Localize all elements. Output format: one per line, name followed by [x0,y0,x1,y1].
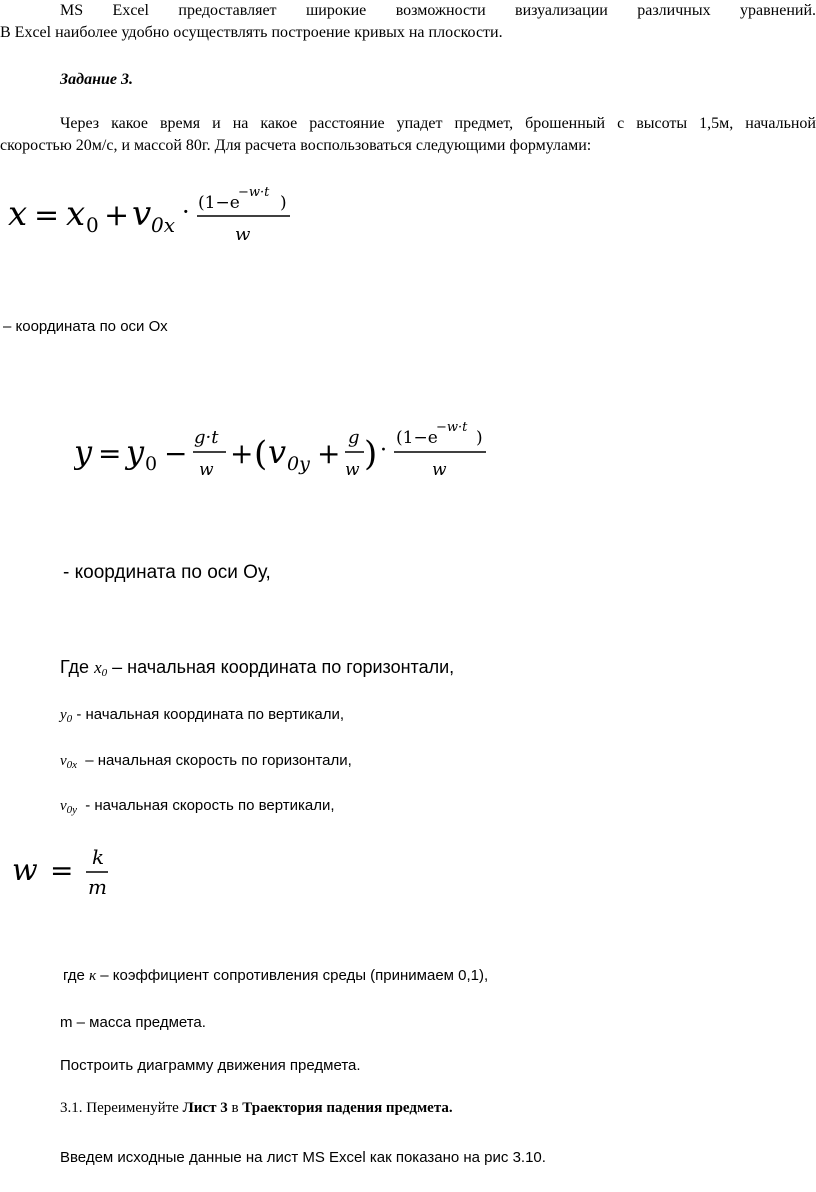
formula-x-x0: x [66,194,86,234]
formula-x-num: (1−e [198,193,240,213]
intro-line-1: MS Excel предоставляет широкие возможности визуализации различных уравнений. [60,2,816,19]
task-line-1: Через какое время и на какое расстояние упадет предмет, брошенный с высоты 1,5м, начальной [60,115,816,132]
formula-y-v: v [268,433,287,471]
formula-x-num-close: ) [280,193,287,213]
formula-y-plus2: + [317,437,341,470]
y0-description: - начальная координата по вертикали, [76,706,345,723]
intro-paragraph [0,0,816,44]
x0-symbol [94,658,107,677]
formula-w-num: k [92,845,105,869]
task-line-2: скоростью 20м/с, и массой 80г. Для расчета воспользоваться следующими формулами: [0,137,592,154]
rename-target-name: Траектория падения предмета. [242,1100,453,1116]
formula-x-v-sub: 0x [151,213,176,237]
y0-base: y [60,707,67,723]
rename-sheet-name: Лист 3 [182,1100,228,1116]
task-heading: Задание 3. [60,71,133,88]
rename-in: в [231,1100,239,1116]
formula-y-den: w [432,460,447,480]
v0y-symbol [60,798,77,814]
formula-y-y0-sub: 0 [145,453,158,475]
definition-v0y [60,797,335,816]
formula-y-eq: = [98,437,122,470]
formula-y-open-paren: ( [254,434,268,474]
formula-w-eq: = [50,854,74,887]
v0x-symbol [60,753,77,769]
v0y-base: v [60,798,67,814]
coord-x-text: – координата по оси Ох [3,318,168,335]
formula-x [8,180,308,255]
v0x-sub: 0x [66,759,78,771]
definition-y0 [60,706,344,725]
formula-y [74,415,514,495]
formula-x-den: w [235,224,251,245]
formula-y-frac2-den: w [345,460,360,480]
intro-line-2: В Excel наиболее удобно осуществлять построение кривых на плоскости. [0,24,503,41]
formula-y-image [74,415,514,490]
rename-step-text: 3.1. Переименуйте [60,1100,179,1116]
rename-line [60,1100,453,1117]
formula-y-frac1-den: w [199,460,214,480]
formula-x-lhs: x [8,194,28,234]
formula-w-den: m [88,875,107,899]
formula-y-dot: · [380,438,387,463]
formula-y-exp: −w·t [436,420,468,435]
formula-y-frac2-num: g [348,427,360,448]
formula-w-lhs: w [12,853,38,888]
k-line [63,967,488,985]
formula-x-eq: = [34,198,60,233]
formula-x-exp: −w·t [238,185,270,200]
formula-y-frac1-num: g·t [194,427,219,448]
v0y-description: - начальная скорость по вертикали, [85,797,335,814]
x0-description: – начальная координата по горизонтали, [112,657,455,677]
formula-y-close-paren: ) [364,434,378,474]
input-data-line: Введем исходные данные на лист MS Excel как показано на рис 3.10. [60,1149,546,1166]
coord-y-text: - координата по оси Оу, [63,562,271,583]
x0-base: x [94,658,102,677]
formula-x-v: v [132,194,152,234]
formula-y-lhs: y [74,433,93,471]
m-line: m – масса предмета. [60,1014,206,1031]
formula-y-v-sub: 0y [287,453,310,475]
k-prefix: где [63,967,85,984]
v0y-sub: 0y [66,804,78,816]
k-description: – коэффициент сопротивления среды (принимаем 0,1), [100,967,489,984]
v0x-base: v [60,753,67,769]
build-diagram-line: Построить диаграмму движения предмета. [60,1057,361,1074]
definition-x0 [60,657,454,679]
formula-x-plus: + [104,198,130,233]
definition-v0x [60,752,352,771]
formula-y-y0: y [126,433,145,471]
y0-symbol [60,707,72,723]
formula-y-num-close: ) [476,428,483,448]
task-paragraph [0,113,816,157]
y0-sub: 0 [66,713,73,725]
formula-w [12,842,112,907]
k-symbol: к [89,968,97,984]
formula-x-image [8,180,308,250]
formula-y-plus: + [230,437,254,470]
formula-x-dot: · [182,198,190,226]
where-word: Где [60,657,90,677]
formula-y-num: (1−e [396,428,438,448]
x0-sub: 0 [101,667,108,679]
formula-y-minus: − [164,437,188,470]
formula-x-x0-sub: 0 [86,213,99,237]
formula-w-image [12,842,112,902]
v0x-description: – начальная скорость по горизонтали, [85,752,352,769]
